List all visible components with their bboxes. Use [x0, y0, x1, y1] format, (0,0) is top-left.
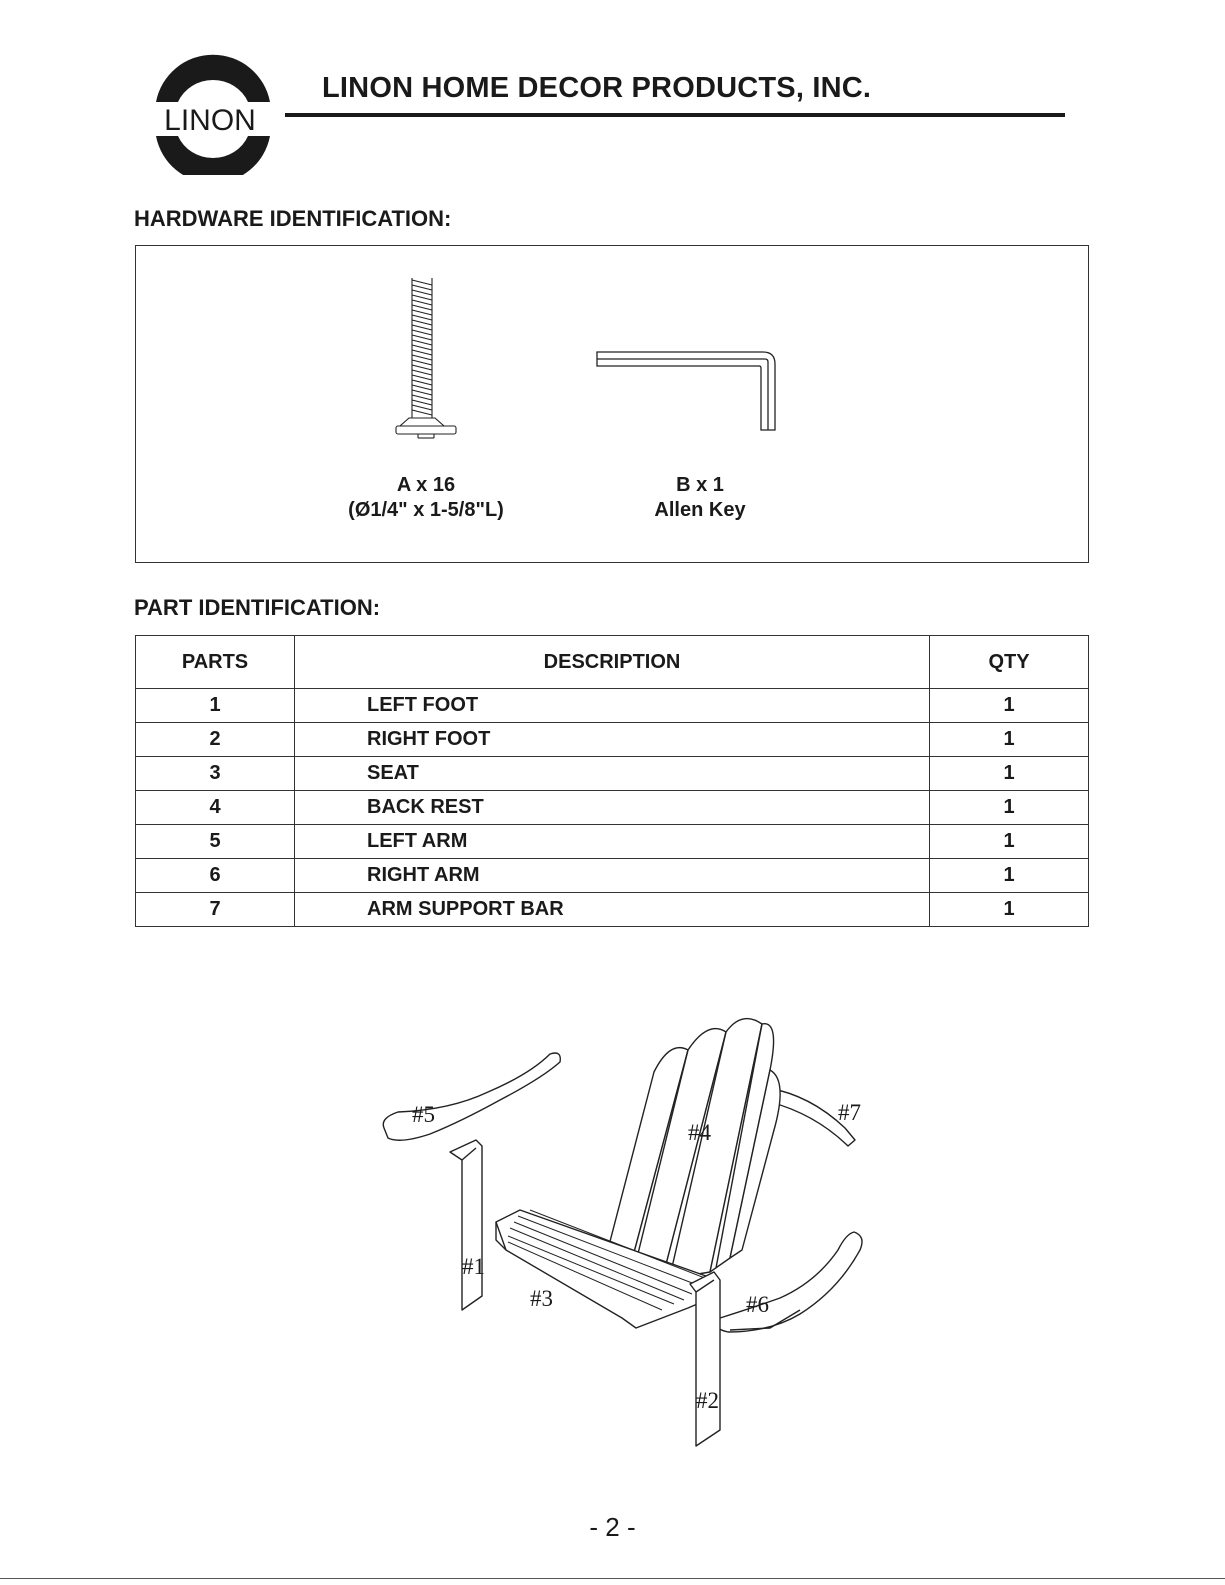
hardware-a-quantity: A x 16	[396, 474, 456, 496]
table-row	[136, 825, 1089, 859]
label-part-1: #1	[462, 1254, 485, 1279]
header-description: DESCRIPTION	[295, 636, 930, 689]
hardware-title: HARDWARE IDENTIFICATION:	[134, 206, 452, 231]
bottom-border	[0, 1578, 1225, 1579]
part-qty: 1	[930, 791, 1089, 825]
part-number: 6	[136, 859, 295, 893]
part-number: 7	[136, 893, 295, 927]
hardware-item-a	[320, 473, 532, 523]
part-description: LEFT FOOT	[295, 689, 930, 723]
label-part-7: #7	[838, 1100, 861, 1125]
hardware-b-name: Allen Key	[654, 499, 746, 521]
left-foot-part	[450, 1140, 482, 1310]
part-description: ARM SUPPORT BAR	[295, 893, 930, 927]
company-name: LINON HOME DECOR PRODUCTS, INC.	[322, 72, 872, 104]
part-description: LEFT ARM	[295, 825, 930, 859]
part-number: 5	[136, 825, 295, 859]
table-row	[136, 893, 1089, 927]
label-part-4: #4	[688, 1120, 711, 1145]
part-description: RIGHT FOOT	[295, 723, 930, 757]
table-row	[136, 689, 1089, 723]
part-qty: 1	[930, 859, 1089, 893]
left-arm-part	[383, 1053, 560, 1140]
table-row	[136, 723, 1089, 757]
part-qty: 1	[930, 723, 1089, 757]
label-part-6: #6	[746, 1292, 769, 1317]
header-qty: QTY	[930, 636, 1089, 689]
table-row	[136, 757, 1089, 791]
hardware-item-b	[600, 473, 800, 523]
table-row	[136, 859, 1089, 893]
parts-title: PART IDENTIFICATION:	[134, 595, 381, 620]
hardware-a-size: (Ø1/4" x 1-5/8"L)	[348, 499, 504, 521]
chair-exploded-diagram	[370, 1010, 880, 1460]
hardware-b-quantity: B x 1	[676, 474, 724, 496]
part-qty: 1	[930, 893, 1089, 927]
part-number: 4	[136, 791, 295, 825]
part-number: 1	[136, 689, 295, 723]
parts-table	[135, 635, 1089, 927]
label-part-3: #3	[530, 1286, 553, 1311]
bolt-icon	[388, 276, 464, 442]
table-header-row	[136, 636, 1089, 689]
label-part-5: #5	[412, 1102, 435, 1127]
part-qty: 1	[930, 825, 1089, 859]
part-qty: 1	[930, 689, 1089, 723]
part-qty: 1	[930, 757, 1089, 791]
part-description: RIGHT ARM	[295, 859, 930, 893]
header-parts: PARTS	[136, 636, 295, 689]
allen-key-icon	[595, 350, 787, 432]
part-description: SEAT	[295, 757, 930, 791]
part-number: 3	[136, 757, 295, 791]
page-number: - 2 -	[589, 1512, 636, 1542]
label-part-2: #2	[696, 1388, 719, 1413]
table-row	[136, 791, 1089, 825]
part-description: BACK REST	[295, 791, 930, 825]
header-rule	[285, 113, 1065, 117]
linon-logo	[140, 50, 280, 175]
part-number: 2	[136, 723, 295, 757]
logo-text: LINON	[164, 104, 256, 137]
